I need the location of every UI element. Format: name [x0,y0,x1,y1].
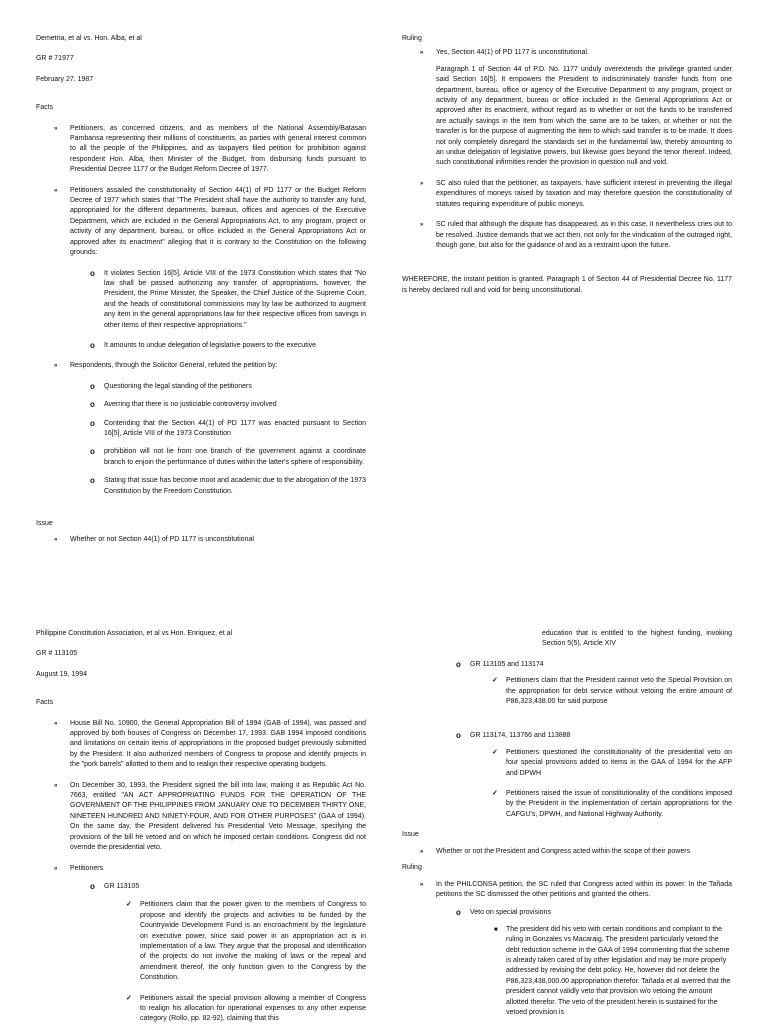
list-item: ✓ Petitioners raised the issue of constitutionality of the conditions imposed by the President in the implementation of certain appropriations for the CAFGU's, DPWH, and National Highway Authority. [492,790,732,818]
bullet-icon: » [420,848,424,855]
case1-left-column [36,34,366,546]
case-title: Philippine Constitution Association, et al vs Hon. Enriquez, et al [36,630,233,637]
circle-bullet-icon: o [90,476,95,486]
bullet-icon: » [420,50,424,57]
wherefore-paragraph: WHEREFORE, the instant petition is granted. Paragraph 1 of Section 44 of Presidential Decree No. 1177 is hereby declared null and void for being unconstitutional. [402,276,732,294]
ruling-paragraph: Paragraph 1 of Section 44 of P.D. No. 1177 unduly overextends the privilege granted under said Section 16[5]. It empowers the President to indiscriminately transfer funds from one department, bureau, office or agency of the Executive Department to any program, project or activity of any department, bureau or office included in the General Appropriations Act or approved after its enactment, without regard as to whether or not the funds to be transferred are actually savings in the item from which the same are to be taken, or whether or not the transfer is for the purpose of augmenting the item to which said transfer is to be made. It does not only completely disregard the standards set in the fundamental law, thereby amounting to an undue delegation of legislative powers, but likewise goes beyond the tenor thereof. Indeed, such constitutional infirmities render the provision in question null and void. [436,65,732,167]
bullet-icon: » [54,782,58,789]
list-item: o It amounts to undue delegation of legislative powers to the executive [90,340,317,350]
bullet-icon: » [54,363,58,370]
list-item: ✓ Petitioners assail the special provision allowing a member of Congress to realign his allocation for operational expenses to any other expense category (Rollo, pp. 82-92), claiming that this [126,994,366,1023]
list-item: o Stating that issue has become moot and academic due to the abrogation of the 1973 Constitution by the Freedom Constitution. [90,476,366,495]
list-item: » SC also ruled that the petitioner, as taxpayers, have sufficient interest in preventing the illegal expenditures of moneys raised by taxation and may therefore question the constitutionality of statutes requiring expenditure of public moneys. [420,179,732,208]
bullet-icon: » [420,180,424,187]
ruling-heading: Ruling [402,35,422,42]
case2-right-column [402,629,732,1018]
list-item: ✓ Petitioners claim that the power given to the members of Congress to propose and identify the projects and activities to be funded by the Countrywide Development Fund is an encroachment by the legislature on executive power, since said power in an appropriation act is in implementation of a law. They argue that the proposal and identification of the projects do not involve the making of laws or the repeal and amendment thereof, the only function given to the Congress by the Constitution. [126,901,366,982]
circle-bullet-icon: o [90,268,95,278]
circle-bullet-icon: o [456,908,461,918]
list-item: ■ The president did his veto with certain conditions and compliant to the ruling in Gonzales vs Macaraig. The president particularly vetoed the debt reduction scheme in the GAA of 1994 commenting that the scheme is already taken cared of by other legislation and may be more properly addressed by revising the debt policy. He, however did not delete the P86,323,438,000.00 appropriation therefor. Tañada et al averred that the president cannot validly veto that provision w/o vetoing the amount allotted therefor. The veto of the president herein is sustained for the vetoed provision is [494,925,731,1016]
issue-heading: Issue [36,520,53,527]
check-icon: ✓ [126,901,132,909]
case-title: Demetria, et al vs. Hon. Alba, et al [36,35,142,42]
check-icon: ✓ [492,790,498,798]
check-icon: ✓ [492,748,498,756]
list-item: o Questioning the legal standing of the petitioners [90,381,252,391]
list-item: o Averring that there is no justiciable controversy involved [90,400,277,410]
case2-left-column [36,629,366,1035]
check-icon: ✓ [492,677,498,685]
list-item: » Petitioners, as concerned citizens, and as members of the National Assembly/Batasan Pambansa representing their millions of constituents, as parties with general interest common to all the people of the Philippines, and as taxpayers filed petition for prohibition against respondent Hon. Alba, then Minister of the Budget, from disbursing funds pursuant to Presidential Decree 1177 or the Budget Reform Decree of 1977. [54,124,366,174]
check-icon: ✓ [126,994,132,1002]
list-item: o prohibition will not lie from one branch of the government against a coordinate branch to enjoin the performance of duties within the latter's sphere of responsibility. [90,447,366,466]
circle-bullet-icon: o [456,731,461,741]
bullet-icon: » [54,187,58,194]
list-item: o GR 113174, 113766 and 113888 [456,731,571,741]
list-item: » Yes, Section 44(1) of PD 1177 is unconstitutional. [436,48,732,58]
list-item: ✓ Petitioners questioned the constitutionality of the presidential veto on four special provisions added to items in the GAA of 1994 for the AFP and DPWH [492,748,732,777]
list-item: » In the PHILCONSA petition, the SC ruled that Congress acted within its power. In the Tañada petitions the SC dismissed the other petitions and granted the others. [420,880,732,898]
circle-bullet-icon: o [90,340,95,350]
list-item: » SC ruled that although the dispute has disappeared, as in this case, it nevertheless cries out to be resolved. Justice demands that we act then, not only for the vindication of the outraged right, though gone, but also for the guidance of and as a restraint upon the future. [420,221,732,249]
list-item: o It violates Section 16[5], Article VIII of the 1973 Constitution which states that "No law shall be passed authorizing any transfer of appropriations, however, the President, the Prime Minister, the Speaker, the Chief Justice of the Supreme Court, and the heads of constitutional commissions may by law be authorized to augment any item in the general appropriations law for their respective offices from savings in other items of their respective appropriations." [90,268,366,329]
circle-bullet-icon: o [90,418,95,428]
list-item: » Petitioners [70,864,366,874]
bullet-icon: » [420,222,424,229]
continued-text: education that is entitled to the highest funding, invoking Section 5(5), Article XIV [542,630,732,648]
list-item: o Contending that the Section 44(1) of PD 1177 was enacted pursuant to Section 16[5], Article VIII of the 1973 Constitution [90,418,366,437]
list-item: » Respondents, through the Solicitor General, refuted the petition by: [70,361,366,371]
bullet-icon: » [54,865,58,872]
list-item: ✓ Petitioners claim that the President cannot veto the Special Provision on the appropriation for debt service without vetoing the entire amount of P86,323,438.00 for said purpose [492,677,732,706]
bullet-icon: » [54,125,58,132]
bullet-icon: » [54,537,58,544]
list-item: » On December 30, 1993, the President signed the bill into law, making it as Republic Act No. 7663, entitled "AN ACT APPROPRIATING FUNDS FOR THE OPERATION OF THE GOVERNMENT OF THE PHILIPPINES FROM JANUARY ONE TO DECEMBER THIRTY ONE, NINETEEN HUNDRED AND NINETY-FOUR, AND FOR OTHER PURPOSES" (GAA of 1994). On the same day, the President delivered his Presidential Veto Message, specifying the provisions of the bill he vetoed and on which he imposed certain conditions. Congress did not override the presidential veto. [54,781,366,852]
square-bullet-icon: ■ [494,926,498,933]
circle-bullet-icon: o [456,659,461,669]
circle-bullet-icon: o [90,881,95,891]
circle-bullet-icon: o [90,447,95,457]
circle-bullet-icon: o [90,400,95,410]
case-date: February 27. 1987 [36,75,94,83]
list-item: o Veto on special provisions [456,908,551,918]
bullet-icon: » [420,881,424,888]
facts-heading: Facts [36,699,54,707]
list-item: » Whether or not the President and Congress acted within the scope of their powers [436,847,732,857]
gr-number: GR # 113105 [36,650,78,658]
circle-bullet-icon: o [90,381,95,391]
list-item: o GR 113105 [90,881,140,891]
list-item: » Petitioners assailed the constitutionality of Section 44(1) of PD 1177 or the Budget Reform Decree of 1977 which states that "The President shall have the authority to transfer any fund, appropriated for the different departments, bureaus, offices and agencies of the Executive Department, which are included in the General Appropriations Act, to any program, project or activity of any department, bureau, or office included in the General Appropriations Act or approved after its enactment" alleging that it is contrary to the Constitution on the following grounds: [54,186,366,257]
case1-right-column [402,34,732,306]
list-item: o GR 113105 and 113174 [456,659,544,669]
list-item: » House Bill No. 10900, the General Appropriation Bill of 1994 (GAB of 1994), was passed and approved by both houses of Congress on December 17, 1993. GAB 1994 imposed conditions and limitations on certain items of appropriations in the proposed budget previously submitted by the President. It also authorized members of Congress to propose and identify projects in the "pork barrels" allotted to them and to realign their respective operating budgets. [54,719,366,769]
facts-heading: Facts [36,104,54,112]
issue-heading: Issue [402,831,419,839]
list-item: » Whether or not Section 44(1) of PD 1177 is unconstitutional [70,535,366,545]
case-date: August 19, 1994 [36,670,87,678]
bullet-icon: » [54,720,58,727]
ruling-heading: Ruling [402,864,422,872]
gr-number: GR # 71977 [36,55,74,63]
